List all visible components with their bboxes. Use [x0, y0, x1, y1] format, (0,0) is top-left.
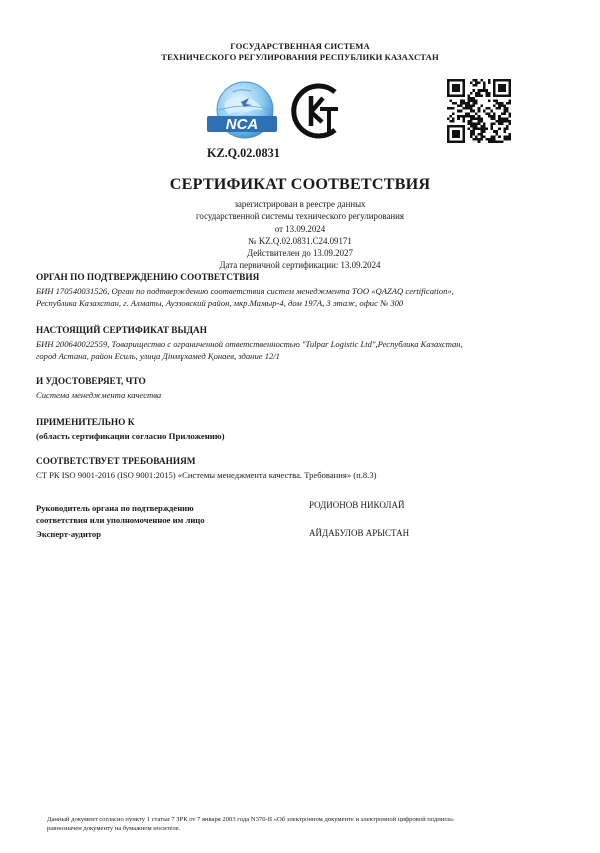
qr-code[interactable] — [447, 79, 511, 143]
footer-line-2: равнозначен документу на бумажном носителе. — [47, 824, 181, 832]
nca-logo — [205, 80, 279, 146]
valid-until: Действителен до 13.09.2027 — [247, 248, 353, 259]
organ-line-1: БИН 170540031526, Орган по подтверждению соответствия систем менеджмента ТОО «QAZAQ certification», — [36, 286, 454, 296]
header-line-1: ГОСУДАРСТВЕННАЯ СИСТЕМА — [230, 41, 370, 51]
requirements-text: СТ РК ISO 9001-2016 (ISO 9001:2015) «Системы менеджмента качества. Требования» (п.8.3) — [36, 470, 377, 480]
issued-line-2: город Астана, район Есиль, улица Дінмұхамед Қонаев, здание 12/1 — [36, 351, 280, 361]
first-certification-date: Дата первичной сертификации: 13.09.2024 — [219, 260, 381, 271]
registration-line-2: государственной системы технического регулирования — [196, 211, 404, 222]
head-label-line-2: соответствия или уполномоченное им лицо — [36, 515, 205, 525]
registration-date: от 13.09.2024 — [274, 223, 326, 234]
organ-line-2: Республика Казахстан, г. Алматы, Ауэзовский район, мкр.Мамыр-4, дом 197А, 3 этаж, офис № 300 — [36, 298, 404, 308]
registration-block — [0, 198, 600, 272]
certificate-title: СЕРТИФИКАТ СООТВЕТСТВИЯ — [169, 175, 431, 193]
issued-line-1: БИН 200640022559, Товарищество с ограниченной ответственностью "Tulpar Logistic Ltd",Республика Казахстан, — [36, 339, 463, 349]
organ-details — [36, 285, 564, 309]
expert-name: АЙДАБУЛОВ АРЫСТАН — [309, 528, 410, 538]
nca-logo-text: NCA — [225, 116, 259, 133]
expert-label: Эксперт-аудитор — [36, 529, 101, 539]
certificate-number: № KZ.Q.02.0831.C24.09171 — [248, 235, 352, 246]
conformity-mark-icon — [289, 82, 345, 140]
certificate-header — [0, 41, 600, 63]
certifies-text: Система менеджмента качества — [36, 390, 162, 400]
footer-line-1: Данный документ согласно пункту 1 статьи 7 ЗРК от 7 января 2003 года N370-II «Об электронном документе и электронной цифровой подписи» — [47, 816, 455, 823]
organ-heading: ОРГАН ПО ПОДТВЕРЖДЕНИЮ СООТВЕТСТВИЯ — [36, 273, 260, 283]
head-label-line-1: Руководитель органа по подтверждению — [36, 503, 194, 513]
certifies-heading: И УДОСТОВЕРЯЕТ, ЧТО — [36, 377, 146, 387]
applicable-scope: (область сертификации согласно Приложению) — [36, 431, 225, 441]
requirements-heading: СООТВЕТСТВУЕТ ТРЕБОВАНИЯМ — [36, 457, 196, 467]
head-signatory-label — [36, 502, 205, 526]
header-line-2: ТЕХНИЧЕСКОГО РЕГУЛИРОВАНИЯ РЕСПУБЛИКИ КАЗАХСТАН — [161, 52, 439, 62]
registration-line-1: зарегистрирован в реестре данных — [234, 199, 366, 209]
legal-footer — [47, 816, 454, 833]
applicable-heading: ПРИМЕНИТЕЛЬНО К — [36, 418, 135, 428]
issued-heading: НАСТОЯЩИЙ СЕРТИФИКАТ ВЫДАН — [36, 326, 207, 336]
registry-number: KZ.Q.02.0831 — [207, 146, 280, 160]
head-signatory-name: РОДИОНОВ НИКОЛАЙ — [309, 500, 405, 510]
issued-details — [36, 338, 564, 362]
